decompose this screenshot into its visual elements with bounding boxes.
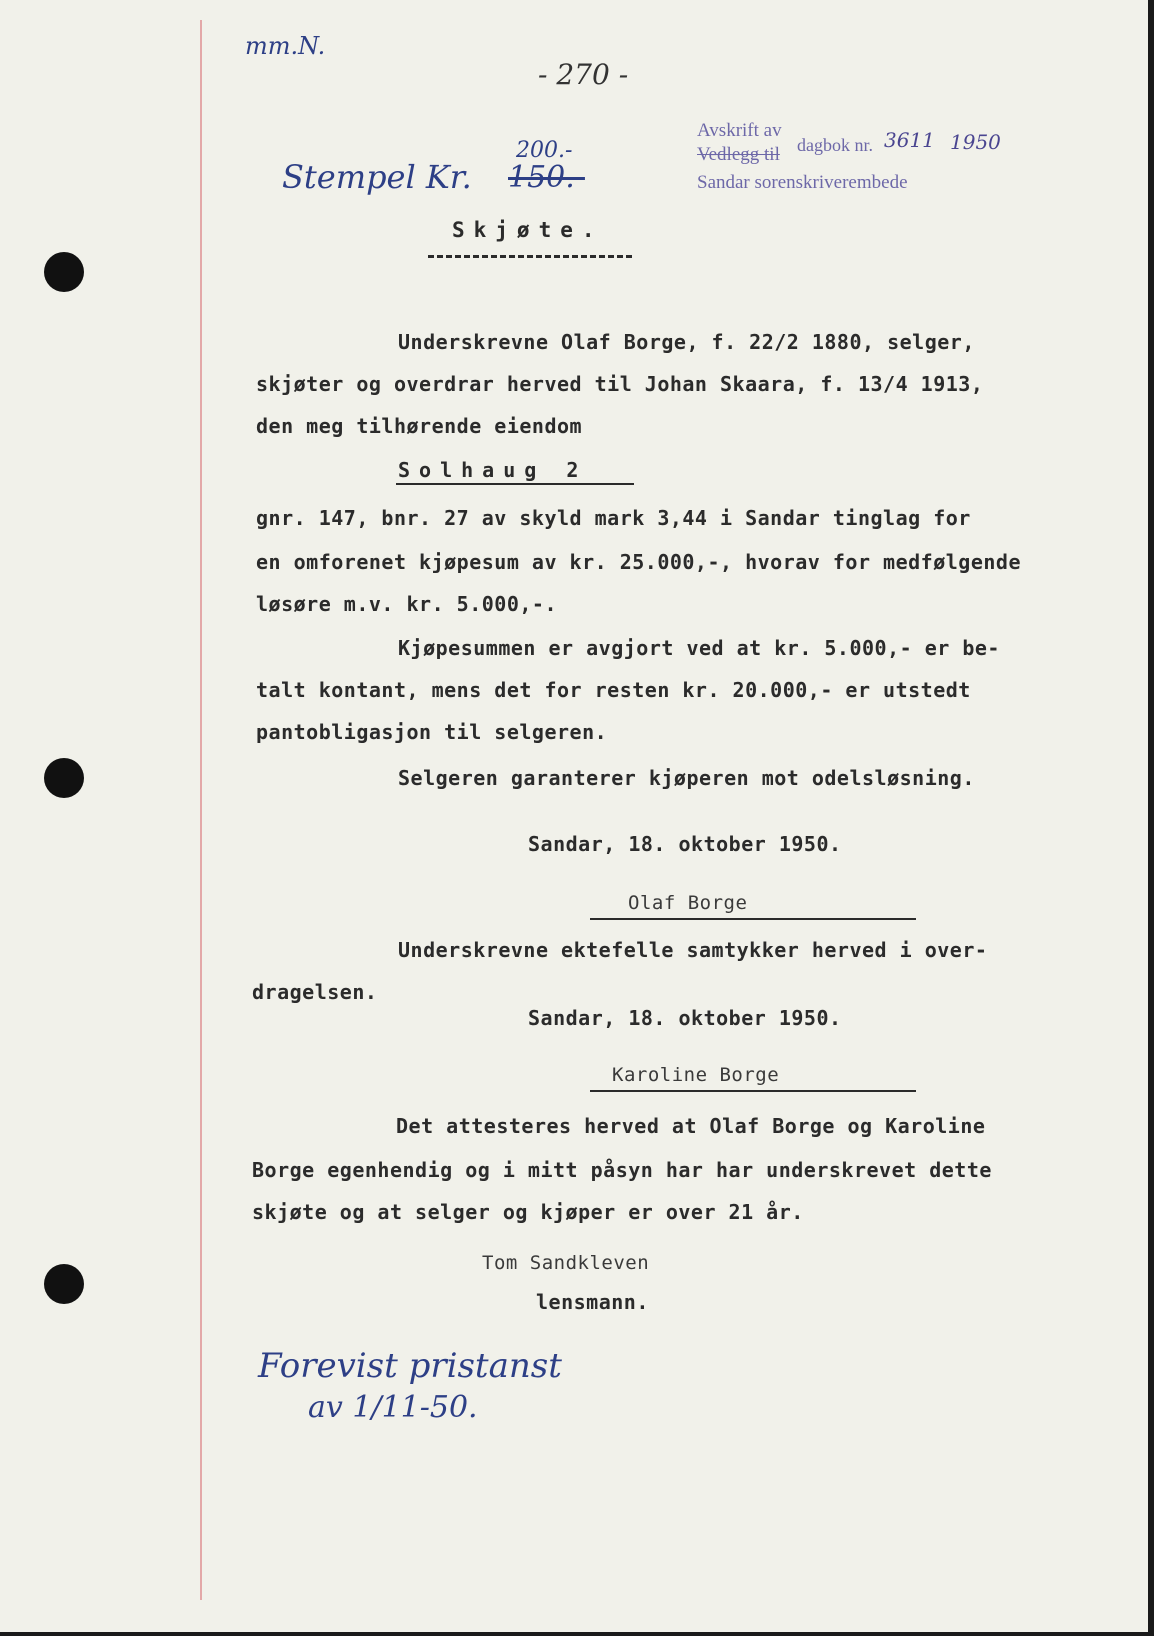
consent-line2: dragelsen. [252,980,378,1004]
paragraph1-line2: skjøter og overdrar herved til Johan Skaara, f. 13/4 1913, [256,372,984,396]
attestation-line3: skjøte og at selger og kjøper er over 21 år. [252,1200,804,1224]
paragraph2-line3: løsøre m.v. kr. 5.000,-. [256,592,557,616]
signature-line-2 [590,1090,916,1092]
signature-olaf-borge: Olaf Borge [628,892,748,914]
attestation-line2: Borge egenhendig og i mitt påsyn har har underskrevet dette [252,1158,992,1182]
property-name-underline [396,483,634,485]
handwritten-note-line2: av 1/11-50. [308,1390,478,1425]
place-date-2: Sandar, 18. oktober 1950. [528,1006,842,1030]
paragraph2-line2: en omforenet kjøpesum av kr. 25.000,-, hvorav for medfølgende [256,550,1022,574]
property-name: Solhaug 2 [398,458,588,482]
registry-stamp-year: 1950 [950,130,1001,154]
place-date-1: Sandar, 18. oktober 1950. [528,832,842,856]
paragraph3-line2: talt kontant, mens det for resten kr. 20.000,- er utstedt [256,678,971,702]
registry-stamp-office: Sandar sorenskriverembede [697,172,908,193]
paragraph4: Selgeren garanterer kjøperen mot odelsløsning. [398,766,975,790]
page-number: - 270 - [538,58,629,91]
registry-stamp-struck-line: Vedlegg til [697,144,780,165]
paragraph1-line3: den meg tilhørende eiendom [256,414,583,438]
stamp-fee-label: Stempel Kr. [282,158,472,196]
paragraph1-line1: Underskrevne Olaf Borge, f. 22/2 1880, selger, [398,330,975,354]
handwritten-note-line1: Forevist pristanst [258,1346,562,1386]
registry-stamp-number: 3611 [884,128,935,152]
paragraph3-line3: pantobligasjon til selgeren. [256,720,608,744]
margin-line [200,20,202,1600]
document-title: Skjøte. [452,218,604,242]
registry-stamp-line1a: Avskrift av [697,120,782,141]
punch-hole-bottom [44,1264,84,1304]
paragraph2-line1: gnr. 147, bnr. 27 av skyld mark 3,44 i Sandar tinglag for [256,506,971,530]
attestation-line1: Det attesteres herved at Olaf Borge og Karoline [396,1114,986,1138]
consent-line1: Underskrevne ektefelle samtykker herved i over- [398,938,988,962]
signature-karoline-borge: Karoline Borge [612,1064,780,1086]
attester-title: lensmann. [536,1290,649,1314]
registry-stamp-line1b: dagbok nr. [797,135,873,155]
punch-hole-middle [44,758,84,798]
margin-initials: mm.N. [245,32,326,60]
punch-hole-top [44,252,84,292]
signature-line-1 [590,918,916,920]
title-underline [428,255,632,258]
stamp-fee-crossed-value: 150.- [508,160,585,195]
stamp-fee-new-value: 200.- [516,138,573,163]
attester-name: Tom Sandkleven [482,1252,650,1274]
paragraph3-line1: Kjøpesummen er avgjort ved at kr. 5.000,- er be- [398,636,1000,660]
